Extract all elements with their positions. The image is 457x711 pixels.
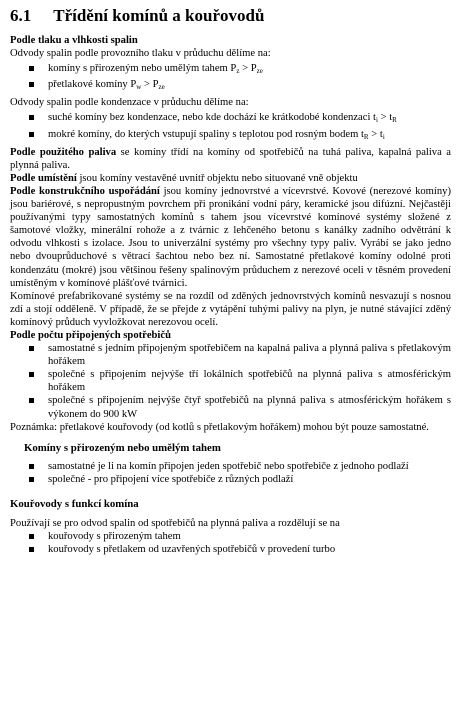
- section-heading: [10, 6, 451, 26]
- list-item: přetlakové komíny $P_w > P_{ze}$: [10, 78, 451, 94]
- appliances-note: Poznámka: přetlakové kouřovody (od kotlů s přetlakovým hořákem) mohou být pouze samostatné.: [10, 421, 429, 433]
- list-item: společné s připojením nejvýše čtyř spotřebičů na plynná paliva s atmosférickým hořákem s výkonem do 900 kW: [10, 394, 451, 420]
- list-item: samostatné je li na komín připojen jeden spotřebič nebo spotřebiče z jednoho podlaží: [10, 460, 451, 473]
- placement-paragraph: Podle umístění jsou komíny vestavěné uvnitř objektu nebo situované vně objektu: [10, 172, 358, 184]
- natural-draft-list: [10, 460, 451, 486]
- list-item: kouřovody s přetlakem od uzavřených spotřebičů v provedení turbo: [10, 543, 451, 556]
- construction-paragraph: Podle konstrukčního uspořádání jsou komíny jednovrstvé a vícevrstvé. Kovové (nerezové komíny) jsou bariérové, s nepropustným povrchem při pronikání vodní páry, keramické jsou difúzní. Nejčastěji používanými typy samostatných komínů s tahem jsou vícevrstvé komínové systémy složené z šamotové vložky, minerální rohože a z tvárnic z lehčeného betonu s kanálky zadního odvětrání k odvodu vlhkosti s izolace. Jsou to univerzální systémy pro všechny typy paliv. Vyrábí se jako jedno nebo dvouprůduchové s větrací šachtou nebo bez ní. Samostatné přetlakové komíny odolné proti kondenzátu (mokré) jsou většinou řešeny spalinovým průduchem z nerezové oceli v těsném provedení umístěným v komínové plášťové tvárnici.: [10, 185, 451, 289]
- flue-pipes-list: [10, 530, 451, 556]
- list-item: komíny s přirozeným nebo umělým tahem $P_z > P_{ze}$: [10, 62, 451, 78]
- construction-heading: Podle konstrukčního uspořádání: [10, 185, 160, 197]
- fuel-paragraph: Podle použitého paliva se komíny třídí na komíny od spotřebičů na tuhá paliva, kapalná paliva a plynná paliva.: [10, 146, 451, 171]
- natural-draft-heading: Komíny s přirozeným nebo umělým tahem: [24, 441, 221, 454]
- list-item: kouřovody s přirozeným tahem: [10, 530, 451, 543]
- list-item: společné - pro připojení více spotřebiče z různých podlaží: [10, 473, 451, 486]
- pressure-heading: Podle tlaku a vlhkosti spalin: [10, 35, 138, 46]
- section-number: 6.1: [10, 6, 32, 25]
- flue-pipes-intro: Používají se pro odvod spalin od spotřebičů na plynná paliva a rozdělují se na: [10, 518, 340, 530]
- construction-paragraph-2: Komínové prefabrikované systémy se na rozdíl od zděných jednovrstvých komínů nesvazují s nosnou zdí a stojí odděleně. V případě, že se přejde z vytápění tuhými palivy na plyn, je nutné stávající zděný komínový průduch vyvložkovat nerezovou ocelí.: [10, 290, 451, 328]
- list-item: mokré komíny, do kterých vstupují spaliny s teplotou pod rosným bodem $t_R > t_i$: [10, 128, 451, 144]
- pressure-list: [10, 62, 451, 94]
- list-item: samostatné s jedním připojeným spotřebičem na kapalná paliva a plynná paliva s přetlakovým hořákem: [10, 342, 451, 368]
- appliances-heading: Podle počtu připojených spotřebičů: [10, 329, 171, 341]
- flue-pipes-heading: Kouřovody s funkcí komína: [10, 498, 139, 510]
- condensation-intro: Odvody spalin podle kondenzace v průduchu dělíme na:: [10, 97, 249, 109]
- list-item: suché komíny bez kondenzace, nebo kde dochází ke krátkodobé kondenzaci $t_i > t_R$: [10, 111, 451, 127]
- fuel-heading: Podle použitého paliva: [10, 146, 117, 158]
- pressure-intro: Odvody spalin podle provozního tlaku v průduchu dělíme na:: [10, 48, 271, 60]
- section-title: Třídění komínů a kouřovodů: [53, 6, 265, 25]
- placement-heading: Podle umístění: [10, 172, 77, 184]
- condensation-list: [10, 111, 451, 143]
- list-item: společné s připojením nejvýše tří lokálních spotřebičů na plynná paliva s atmosférickým hořákem: [10, 368, 451, 394]
- appliances-list: [10, 342, 451, 421]
